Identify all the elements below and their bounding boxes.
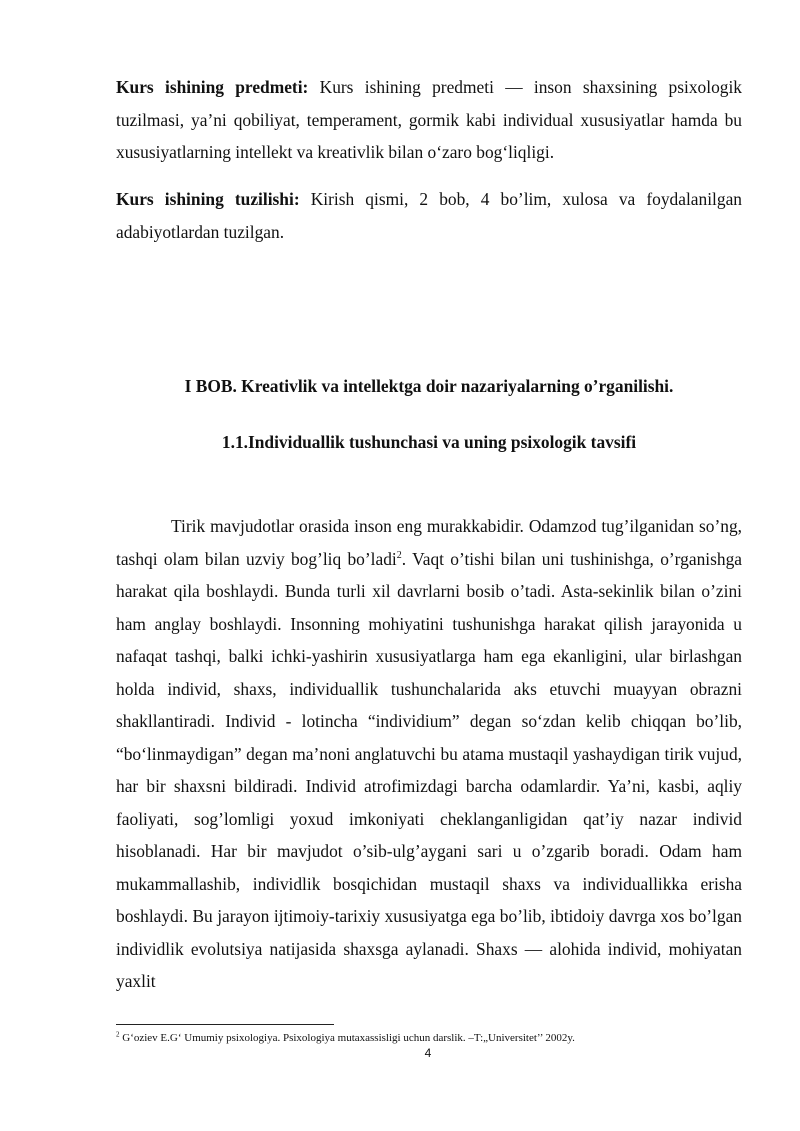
footnote: [116, 1031, 756, 1045]
body-text-start: Tirik mavjudotlar orasida inson eng murakkabidir. Odamzod tug’ilganidan so’ng, tashqi olam bilan uzviy bog’liq bo’ladi: [116, 516, 742, 569]
section-title: 1.1.Individuallik tushunchasi va uning psixologik tavsifi: [221, 432, 637, 452]
page-number: 4: [424, 1046, 432, 1060]
course-structure-paragraph: [116, 183, 742, 248]
course-structure-text: Kirish qismi, 2 bob, 4 bo’lim, xulosa va foydalanilgan adabiyotlardan tuzilgan.: [116, 189, 742, 242]
body-paragraph: [116, 510, 742, 998]
footnote-text: G‘oziev E.G‘ Umumiy psixologiya. Psixologiya mutaxassisligi uchun darslik. –T:„Universitet’’ 2002y.: [119, 1032, 575, 1044]
chapter-title: I BOB. Kreativlik va intellektga doir nazariyalarning o’rganilishi.: [184, 376, 674, 396]
course-structure-label: Kurs ishining tuzilishi:: [116, 189, 300, 209]
course-subject-text: Kurs ishining predmeti — inson shaxsining psixologik tuzilmasi, ya’ni qobiliyat, temperament, gormik kabi individual xususiyatlar hamda bu xususiyatlarning intellekt va kreativlik bilan o‘zaro bog‘liqligi.: [116, 77, 742, 162]
footnote-separator: [116, 1024, 334, 1025]
body-text-rest: . Vaqt o’tishi bilan uni tushinishga, o’rganishga harakat qila boshlaydi. Bunda turli xil davrlarni bosib o’tadi. Asta-sekinlik bilan o’zini ham anglay boshlaydi. Insonning mohiyatini tushunishga harakat qilish jarayonida u nafaqat tashqi, balki ichki-yashirin xususiyatlarga ham ega ekanligini, ular birlashgan holda individ, shaxs, individuallik tushunchalarida aks etuvchi muayyan obrazni shakllantiradi. Individ - lotincha “individium” degan so‘zdan kelib chiqqan bo’lib, “bo‘linmaydigan” degan ma’noni anglatuvchi bu atama mustaqil yashaydigan tirik vujud, har bir shaxsni bildiradi. Individ atrofimizdagi barcha odamlardir. Ya’ni, kasbi, aqliy faoliyati, sog’lomligi yoxud imkoniyati cheklanganligidan qat’iy nazar individ hisoblanadi. Har bir mavjudot o’sib-ulg’aygani sari u o’zgarib boradi. Odam ham mukammallashib, individlik bosqichidan mustaqil shaxs va individuallikka erisha boshlaydi. Bu jarayon ijtimoiy-tarixiy xususiyatga ega bo’lib, ibtidoiy davrga xos bo’lgan individlik evolutsiya natijasida shaxsga aylanadi. Shaxs — alohida individ, mohiyatan yaxlit: [116, 548, 742, 991]
course-subject-label: Kurs ishining predmeti:: [116, 77, 309, 97]
course-subject-paragraph: [116, 71, 742, 169]
footnote-reference[interactable]: 2: [396, 549, 402, 561]
footnote-mark: 2: [116, 1030, 120, 1039]
